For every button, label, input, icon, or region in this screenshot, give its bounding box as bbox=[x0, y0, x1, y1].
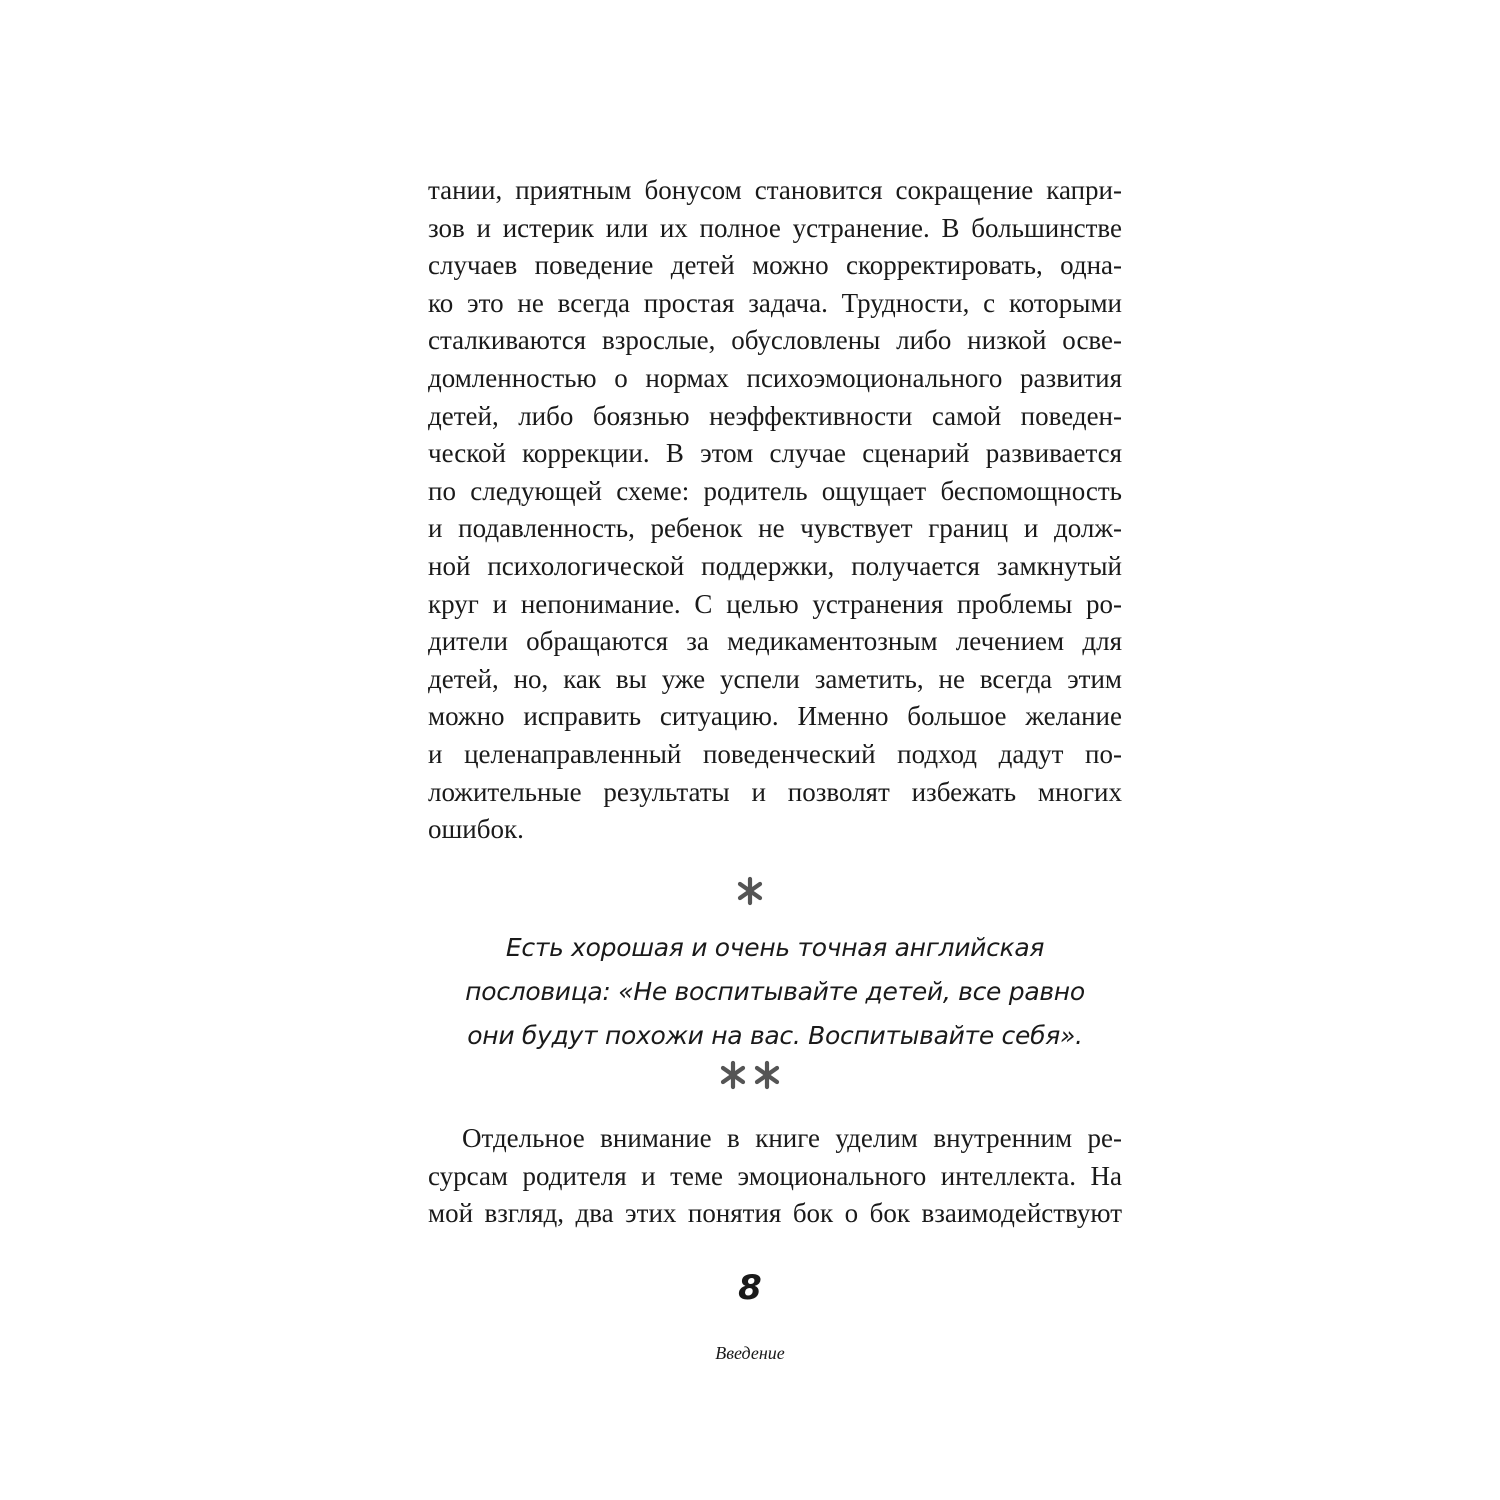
text-line: случаев поведение детей можно скорректировать, одна- bbox=[428, 250, 1122, 281]
asterisk-icon bbox=[718, 1060, 748, 1090]
text-line: ческой коррекции. В этом случае сценарий развивается bbox=[428, 438, 1122, 469]
text-line: мой взгляд, два этих понятия бок о бок взаимодействуют bbox=[428, 1198, 1122, 1229]
page-number: 8 bbox=[738, 1268, 762, 1308]
text-line: Отдельное внимание в книге уделим внутренним ре- bbox=[462, 1123, 1122, 1153]
text-line: ко это не всегда простая задача. Трудности, с которыми bbox=[428, 287, 1122, 318]
quote bbox=[428, 926, 1122, 1058]
text-line: тании, приятным бонусом становится сокращение капри- bbox=[428, 175, 1122, 205]
paragraph-second bbox=[428, 1120, 1122, 1233]
text-line: и подавленность, ребенок не чувствует границ и долж- bbox=[428, 513, 1122, 544]
paragraph-main bbox=[428, 172, 1122, 849]
text-line: детей, либо боязнью неэффективности самой поведен- bbox=[428, 400, 1122, 431]
running-footer: Введение bbox=[715, 1343, 785, 1363]
text-line: ошибок. bbox=[428, 814, 524, 845]
text-line: сурсам родителя и теме эмоционального интеллекта. На bbox=[428, 1160, 1122, 1191]
text-line: сталкиваются взрослые, обусловлены либо низкой осве- bbox=[428, 325, 1122, 356]
text-line: круг и непонимание. С целью устранения проблемы ро- bbox=[428, 588, 1122, 619]
text-line: детей, но, как вы уже успели заметить, не всегда этим bbox=[428, 663, 1122, 694]
text-line: можно исправить ситуацию. Именно большое желание bbox=[428, 701, 1122, 732]
text-line: ложительные результаты и позволят избежать многих bbox=[428, 776, 1122, 807]
text-line: домленностью о нормах психоэмоционального развития bbox=[428, 362, 1122, 393]
separator-top bbox=[0, 876, 1500, 910]
asterisk-icon bbox=[735, 876, 765, 906]
quote-line: они будут похожи на вас. Воспитывайте себя». bbox=[467, 1021, 1083, 1050]
quote-line: Есть хорошая и очень точная английская bbox=[505, 933, 1045, 962]
text-line: по следующей схеме: родитель ощущает беспомощность bbox=[428, 475, 1122, 506]
text-line: ной психологической поддержки, получается замкнутый bbox=[428, 550, 1122, 581]
asterisk-icon bbox=[752, 1060, 782, 1090]
separator-bottom bbox=[0, 1060, 1500, 1094]
text-line: зов и истерик или их полное устранение. В большинстве bbox=[428, 212, 1122, 243]
text-line: дители обращаются за медикаментозным лечением для bbox=[428, 626, 1122, 657]
quote-line: пословица: «Не воспитывайте детей, все равно bbox=[465, 977, 1085, 1006]
text-line: и целенаправленный поведенческий подход дадут по- bbox=[428, 738, 1122, 769]
